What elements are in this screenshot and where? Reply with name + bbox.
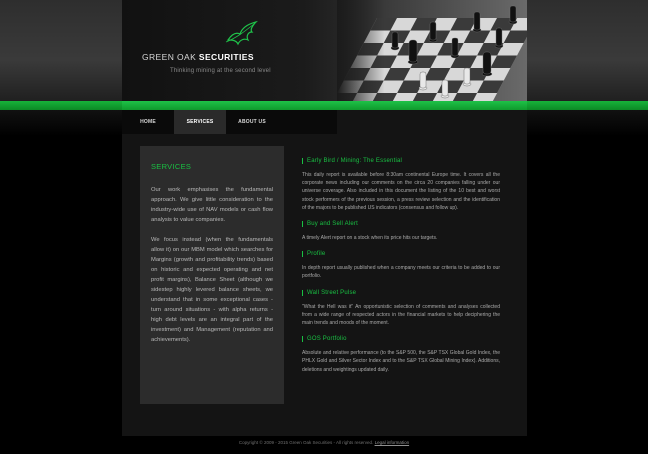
sidebar-title: SERVICES <box>151 162 192 171</box>
service-title: GOS Portfolio <box>302 336 500 342</box>
service-section <box>302 221 500 242</box>
header-green-stripe <box>122 101 527 110</box>
service-section <box>302 336 500 374</box>
service-section <box>302 251 500 280</box>
copyright-text: Copyright © 2009 - 2015 Green Oak Securities - All rights reserved. <box>238 440 374 445</box>
chessboard-image <box>337 0 527 101</box>
service-title: Early Bird / Mining: The Essential <box>302 158 500 164</box>
sidebar-paragraph: Our work emphasises the fundamental approach. We give little consideration to the industry-wide use of NAV models or cash flow analysis to value companies. <box>151 187 273 223</box>
nav-home[interactable]: HOME <box>140 119 156 125</box>
tagline: Thinking mining at the second level <box>170 68 271 74</box>
logo-wordmark-bold: SECURITIES <box>198 52 254 62</box>
oak-leaf-logo-icon <box>222 18 262 48</box>
nav-about-us[interactable]: ABOUT US <box>238 119 266 125</box>
services-sidebar <box>140 146 284 404</box>
service-description: This daily report is available before 8:30am continental Europe time. It covers all the corporate news including our comments on the circa 20 companies falling under our universe coverage. Also included in this document the listing of the 10 best and worst stock performers of the previous session, a press review selection and the identification of the majors to be published US indicators (consensus and follow up). <box>302 172 500 211</box>
service-description: A timely Alert report on a stock when its price hits our targets. <box>302 235 438 242</box>
service-section <box>302 158 500 212</box>
service-description: In depth report usually published when a company meets our criteria to be added to our portfolio. <box>302 265 500 280</box>
service-title: Profile <box>302 251 500 257</box>
nav-services[interactable]: SERVICES <box>174 110 226 134</box>
service-title: Buy and Sell Alert <box>302 221 500 227</box>
service-description: "What the Hell was it" An opportunistic selection of comments and analyses collected from a wide range of respected actors in the financial markets to help deciphering the main trends and moods of the moment. <box>302 303 500 327</box>
services-list <box>302 158 500 383</box>
logo-wordmark-regular: GREEN OAK <box>142 52 197 62</box>
header <box>122 0 527 101</box>
service-description: Absolute and relative performance (to the S&P 500, the S&P TSX Global Gold Index, the PHLX Gold and Silver Sector Index and to the S&P TSX Global Mining Index). Additions, deletions and weightings updated daily. <box>302 350 500 373</box>
service-section <box>302 290 500 328</box>
footer <box>0 440 648 445</box>
legal-information-link[interactable]: Legal information <box>374 440 410 445</box>
sidebar-paragraph: We focus instead (when the fundamentals allow it) on our MBM model which searches for Margins (growth and profitability trends) based on historic and expected operating and net profit margins), Balance Sheet (although we sidestep highly levered balance sheets, we understand that in some exceptional cases - turn around situations - with alpha returns - high debt levels are an integral part of the investment) and Management (reputation and achievements). <box>151 237 273 343</box>
main-nav <box>122 110 337 134</box>
logo-wordmark[interactable] <box>142 52 254 62</box>
site-container <box>122 0 527 436</box>
service-title: Wall Street Pulse <box>302 290 500 296</box>
